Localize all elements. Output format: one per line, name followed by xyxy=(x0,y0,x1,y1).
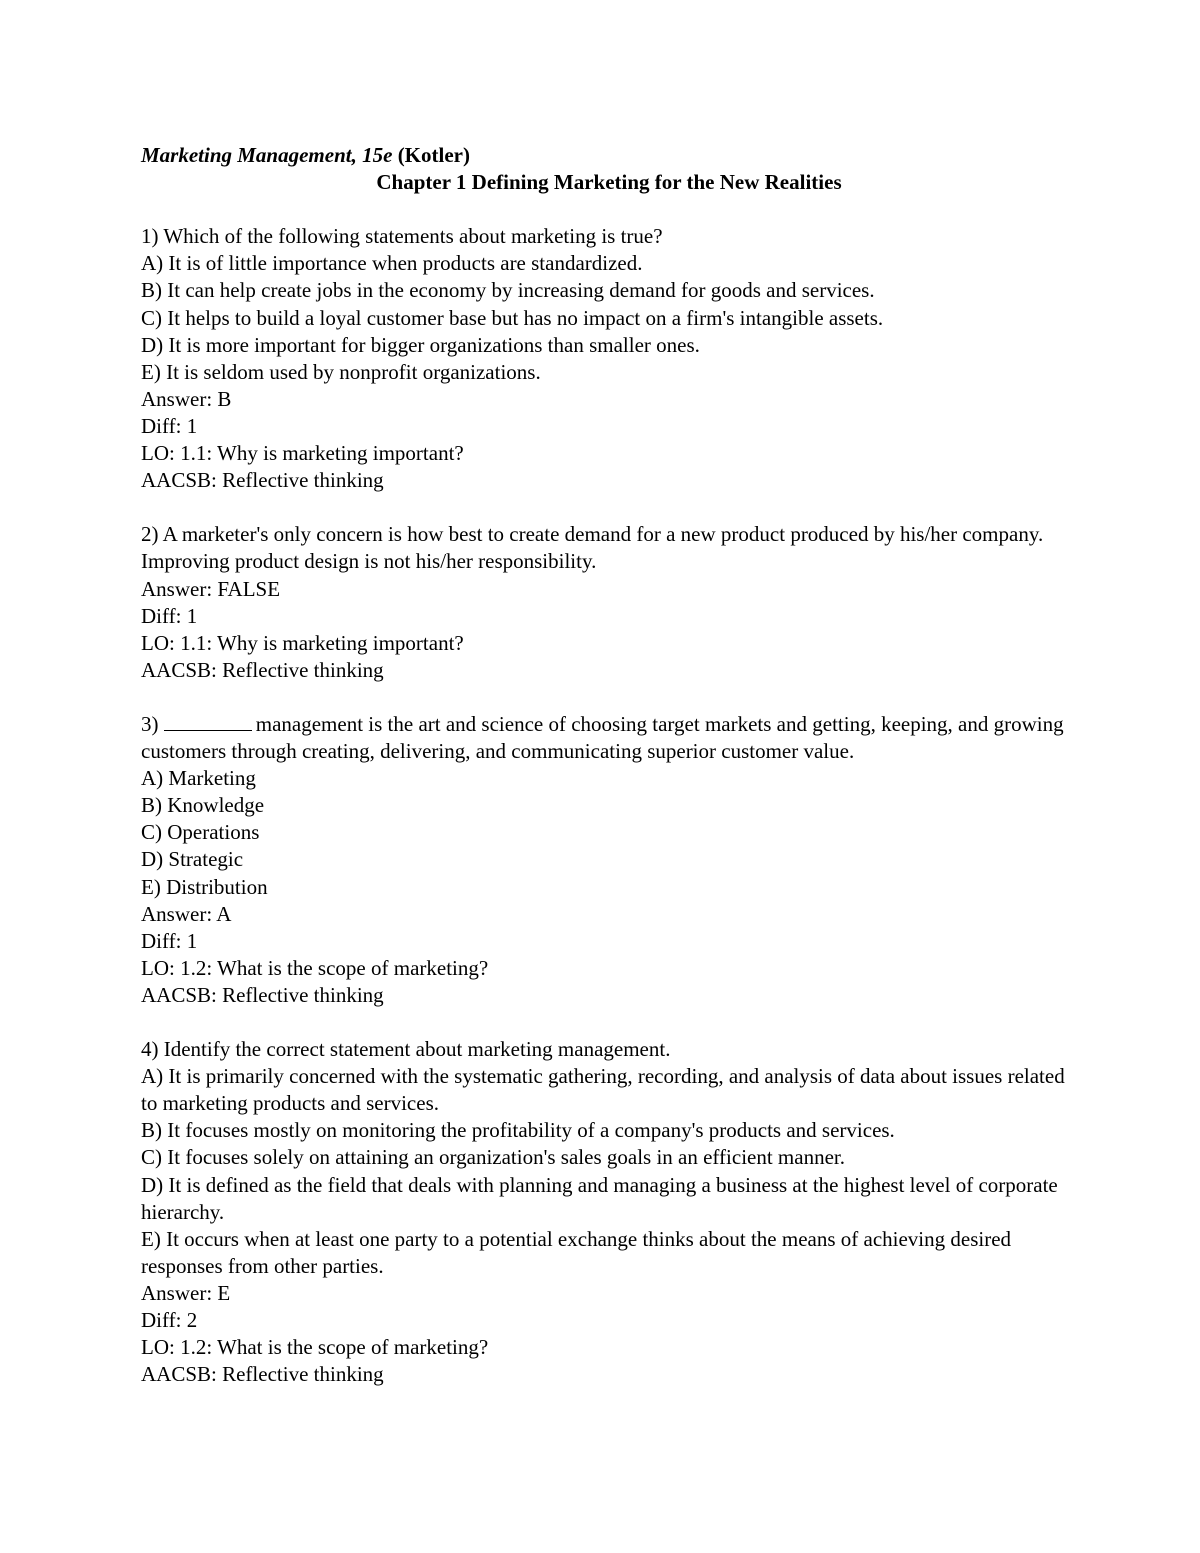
question-number: 3) xyxy=(141,711,159,736)
spacer xyxy=(141,196,1071,223)
answer: Answer: A xyxy=(141,901,232,926)
difficulty: Diff: 1 xyxy=(141,928,198,953)
option-c: C) It helps to build a loyal customer base but has no impact on a firm's intangible assets. xyxy=(141,305,884,330)
learning-objective: LO: 1.2: What is the scope of marketing? xyxy=(141,1335,489,1360)
answer: Answer: E xyxy=(141,1280,231,1305)
answer: Answer: B xyxy=(141,386,232,411)
book-title: Marketing Management, 15e xyxy=(141,143,393,167)
chapter-heading: Chapter 1 Defining Marketing for the New Realities xyxy=(376,170,842,195)
question-stem xyxy=(141,711,1071,765)
option-c: C) It focuses solely on attaining an organization's sales goals in an efficient manner. xyxy=(141,1145,845,1170)
option-a: A) It is of little importance when products are standardized. xyxy=(141,251,643,276)
difficulty: Diff: 1 xyxy=(141,413,198,438)
document-page xyxy=(141,142,1071,1415)
question-stem: 1) Which of the following statements about marketing is true? xyxy=(141,224,663,249)
question-text: management is the art and science of choosing target markets and getting, keeping, and growing customers through creating, delivering, and communicating superior customer value. xyxy=(141,711,1064,764)
question-2 xyxy=(141,521,1071,684)
question-stem: 4) Identify the correct statement about marketing management. xyxy=(141,1037,671,1062)
learning-objective: LO: 1.1: Why is marketing important? xyxy=(141,630,464,655)
option-b: B) It can help create jobs in the economy by increasing demand for goods and services. xyxy=(141,278,875,303)
aacsb: AACSB: Reflective thinking xyxy=(141,468,384,493)
option-d: D) Strategic xyxy=(141,847,244,872)
learning-objective: LO: 1.1: Why is marketing important? xyxy=(141,441,464,466)
option-e: E) It is seldom used by nonprofit organizations. xyxy=(141,359,541,384)
difficulty: Diff: 1 xyxy=(141,603,198,628)
aacsb: AACSB: Reflective thinking xyxy=(141,982,384,1007)
option-c: C) Operations xyxy=(141,820,260,845)
option-b: B) It focuses mostly on monitoring the profitability of a company's products and services. xyxy=(141,1118,895,1143)
option-d: D) It is defined as the field that deals with planning and managing a business at the highest level of corporate hierarchy. xyxy=(141,1172,1058,1224)
question-stem: 2) A marketer's only concern is how best to create demand for a new product produced by his/her company. Improving product design is not his/her responsibility. xyxy=(141,522,1044,574)
document-title xyxy=(141,142,1071,169)
aacsb: AACSB: Reflective thinking xyxy=(141,1362,384,1387)
option-b: B) Knowledge xyxy=(141,793,265,818)
question-3 xyxy=(141,711,1071,1009)
option-d: D) It is more important for bigger organizations than smaller ones. xyxy=(141,332,700,357)
learning-objective: LO: 1.2: What is the scope of marketing? xyxy=(141,955,489,980)
question-4 xyxy=(141,1036,1071,1388)
aacsb: AACSB: Reflective thinking xyxy=(141,657,384,682)
question-1 xyxy=(141,223,1071,494)
option-a: A) It is primarily concerned with the systematic gathering, recording, and analysis of data about issues related to marketing products and services. xyxy=(141,1064,1065,1116)
fill-in-blank xyxy=(164,712,252,731)
option-a: A) Marketing xyxy=(141,766,256,791)
option-e: E) Distribution xyxy=(141,874,268,899)
difficulty: Diff: 2 xyxy=(141,1308,198,1333)
option-e: E) It occurs when at least one party to a potential exchange thinks about the means of achieving desired responses from other parties. xyxy=(141,1226,1012,1278)
author-name: (Kotler) xyxy=(397,143,470,167)
answer: Answer: FALSE xyxy=(141,576,281,601)
